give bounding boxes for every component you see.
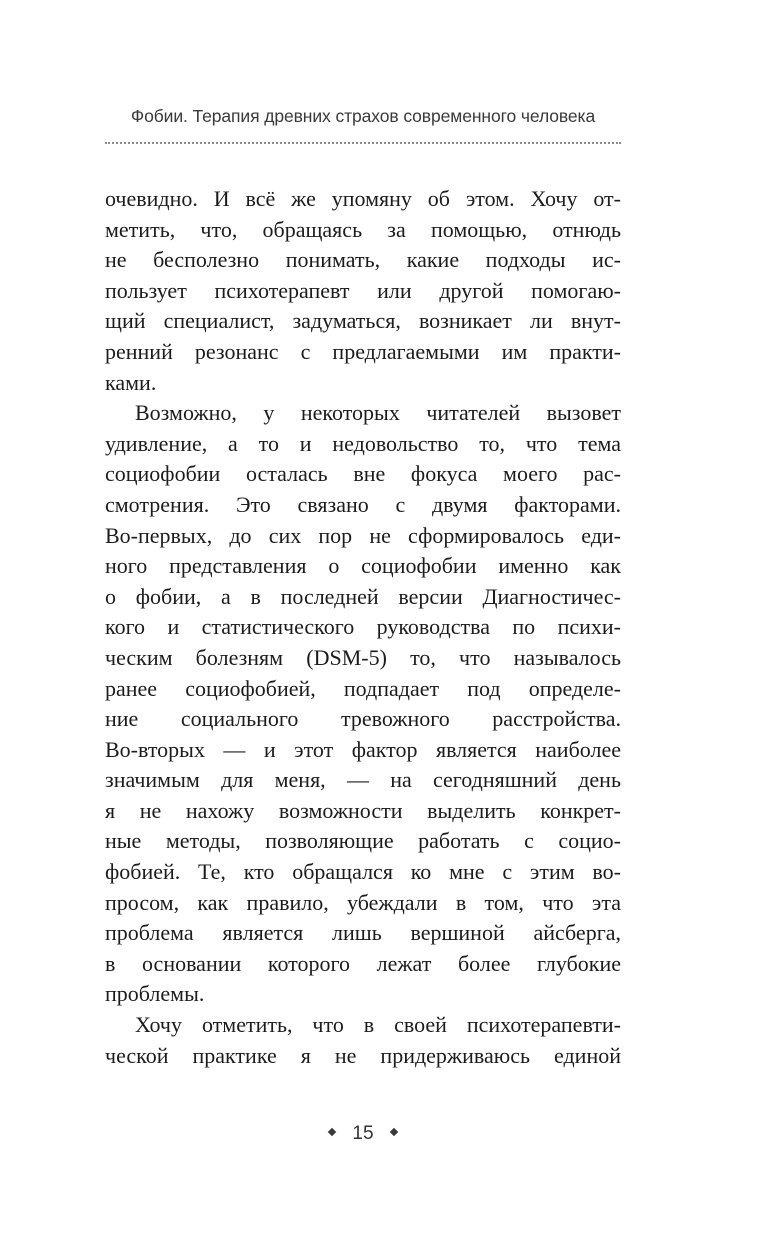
text-line: Возможно, у некоторых читателей вызовет [135, 400, 621, 426]
text-line: ческой практике я не придерживаюсь единой [105, 1042, 621, 1068]
text-line: очевидно. И всё же упомяну об этом. Хочу от- [105, 186, 621, 211]
text-line: смотрения. Это связано с двумя факторами. [105, 491, 621, 517]
text-line: ренний резонанс с предлагаемыми им практи- [105, 338, 621, 364]
page-folio [0, 1120, 726, 1148]
dotted-rule [105, 142, 621, 144]
text-line: проблема является лишь вершиной айсберга, [105, 920, 621, 946]
text-line: ранее социофобией, подпадает под определе- [105, 675, 621, 701]
text-line: просом, как правило, убеждали в том, что эта [105, 889, 621, 915]
text-line: метить, что, обращаясь за помощью, отнюдь [105, 216, 621, 242]
text-line: ного представления о социофобии именно как [105, 553, 621, 579]
text-line: социофобии осталась вне фокуса моего рас- [105, 461, 621, 487]
text-line: щий специалист, задуматься, возникает ли внут- [105, 308, 621, 334]
text-line: проблемы. [105, 981, 205, 1007]
text-line: не бесполезно понимать, какие подходы ис- [105, 247, 621, 273]
text-line: Хочу отметить, что в своей психотерапевти- [135, 1012, 621, 1038]
text-line: удивление, а то и недовольство то, что тема [105, 430, 621, 456]
text-line: значимым для меня, — на сегодняшний день [105, 767, 621, 793]
page-body [105, 184, 621, 1071]
text-line: в основании которого лежат более глубокие [105, 950, 621, 976]
text-line: ние социального тревожного расстройства. [105, 706, 621, 732]
text-line: о фобии, а в последней версии Диагностичес- [105, 583, 621, 609]
text-line: пользует психотерапевт или другой помогаю- [105, 277, 621, 303]
diamond-ornament-right [389, 1128, 397, 1136]
text-line: я не нахожу возможности выделить конкрет- [105, 797, 621, 823]
text-line: ками. [105, 369, 157, 395]
diamond-ornament-left [328, 1128, 336, 1136]
text-line: ческим болезням (DSM-5) то, что называлось [105, 644, 621, 670]
text-line: фобией. Те, кто обращался ко мне с этим во- [105, 859, 621, 885]
text-line: ные методы, позволяющие работать с социо- [105, 828, 621, 854]
text-line: Во-первых, до сих пор не сформировалось еди- [105, 522, 621, 548]
running-head: Фобии. Терапия древних страхов современного человека [130, 106, 596, 126]
page-number: 15 [352, 1123, 374, 1144]
text-line: Во-вторых — и этот фактор является наиболее [105, 736, 621, 762]
text-line: кого и статистического руководства по психи- [105, 614, 621, 640]
